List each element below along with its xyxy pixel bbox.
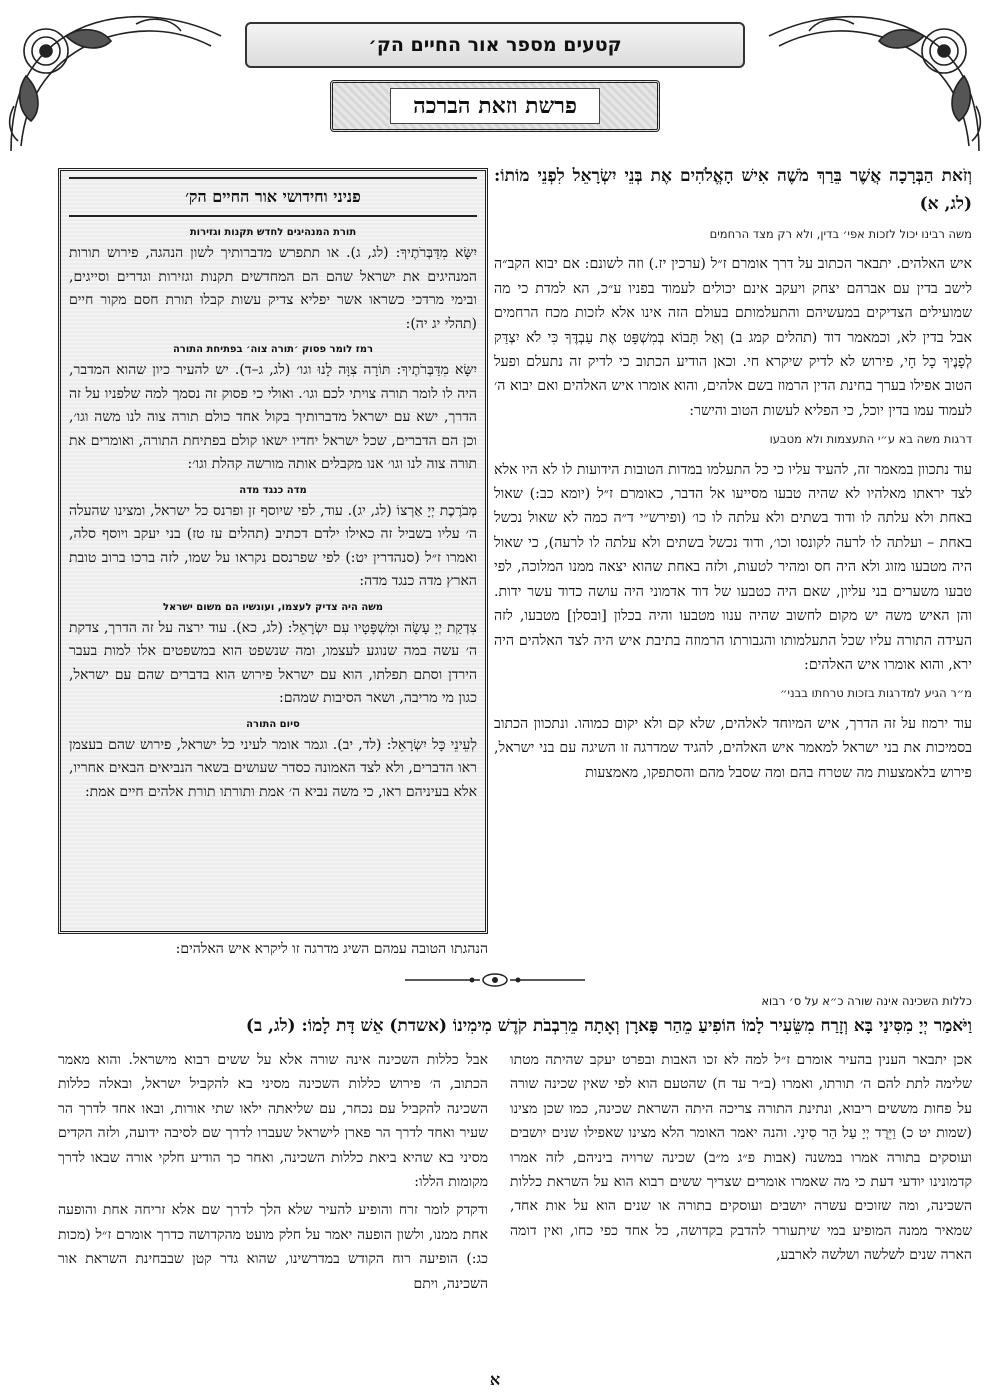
box-subheading: רמז לומר פסוק ׳תורה צוה׳ בפתיחת התורה bbox=[172, 344, 374, 355]
box-text: מְבֹרֶכֶת יְיָ אַרְצוֹ (לג, יג). עוד, לפי שיוסף זן ופרנס כל ישראל, ומצינו שהעלה ה׳ עליו בשביל זה כאילו ילדם דכתיב (תהלים עז טז) בני יעקב ויוסף סלה, ואמרו ז״ל (סנהדרין יט:) לפי שפרנסם נקראו על שמו, לזה ברכו ברוב טובת הארץ מדה כנגד מדה: bbox=[69, 502, 477, 589]
section-text: אכן יתבאר הענין בהעיר אומרם ז״ל למה לא זכו האבות ובפרט יעקב שהיתה מטתו שלימה לתת להם ה׳ תורתו, ואמרו (ב״ר עד ח) שהטעם הוא לפי שאין שכינה שורה על פחות מששים ריבוא, ונתינת התורה צריכה היתה השראת שכינה, כמו שכן מצינו (שמות יט כ) וַיֵּרֶד יְיָ עַל הַר סִינַי. והנה יאמר האומר הלא מצינו שאפילו שנים יושבים ועוסקים בתורה אמרו במשנה (אבות פ״ג מ״ב) שכינה שרויה ביניהם, לזה אמרו קדמונינו יודעי דעת כי מה שאמרו אומרים שצריך ששים רבוא הוא על השראת כללות השכינה, ומה שזוכים עשרה יושבים ועוסקים בתורה או שנים הוא על אות אחד, שמאיר ממנה המופיע במי שיתעורר להדבק בקדושה, כל אחד כפי כחו, ואין דומה הארה שנים לשלשה ושלשה לארבע, bbox=[510, 1052, 972, 1264]
box-text: צִדְקַת יְיָ עָשָׂה וּמִשְׁפָּטָיו עִם יִשְׂרָאֵל: (לג, כא). עוד ירצה על זה הדרך, צדקת ה׳ עשה במה שנוגע לעצמו, ומה שנשפט הוא במשפטים אלו למות בעבר הירדן וסתם תפלתו, הוא עם ישראל פירוש הוא בדברים שהם עם ישראל, כגון מי מריבה, ושאר הסיבות שמהם: bbox=[69, 619, 477, 706]
box-subheading: משה היה צדיק לעצמו, ועונשיו הם משום ישראל bbox=[162, 601, 384, 613]
box-text: לְעֵינֵי כָּל יִשְׂרָאֵל: (לד, יב). וגמר אומר לעיני כל ישראל, פירוש שהם בעצמן ראו הדברים, ולא לצד האמונה כסדר שעושים בשאר הנביאים הבאים אחריו, אלא בעיניהם ראו, כי משה נביא ה׳ אמת ותורתו תורת אלהים חיים אמת: bbox=[69, 736, 477, 800]
box-subheading: מדה כנגד מדה bbox=[239, 484, 307, 496]
corner-ornament-left bbox=[6, 6, 226, 156]
bottom-section-heading: כללות השכינה אינה שורה כ״א על ס׳ רבוא bbox=[761, 994, 972, 1008]
box-subheading: סיום התורה bbox=[246, 718, 300, 730]
continuation-line: הנהגתו הטובה עמהם השיג מדרגה זו ליקרא איש האלהים: bbox=[175, 941, 488, 957]
section-text: ודקדק לומר זרח והופיע להעיר שלא הלך לדרך שם אלא זריחה אחת והופעה אחת ממנו, ולשון הופעה יאמר על חלק מועט מהקדושה כדרך אומרם ז״ל (מכות כג:) הופיעה רוח הקודש במדרשינו, שהוא גדר קטן שבבחינת השראת אור השכינה, ויתם bbox=[58, 1202, 488, 1292]
main-verse: וְזֹאת הַבְּרָכָה אֲשֶׁר בֵּרַךְ מֹשֶׁה אִישׁ הָאֱלֹהִים אֶת בְּנֵי יִשְׂרָאֵל לִפְנֵי מוֹתוֹ: (לג, א) bbox=[494, 166, 972, 214]
section-heading: משה רבינו יכול לזכות אפי׳ בדין, ולא רק מצד הרחמים bbox=[709, 227, 972, 241]
section-text: איש האלהים. יתבאר הכתוב על דרך אומרם ז״ל (ערכין יז.) וזה לשונם: אם יבוא הקב״ה לישב בדין עם אברהם יצחק ויעקב אינם יכולים לעמוד בפניו ע״כ, הא למדת כי מה שמועילים הצדיקים במעשיהם והתעלמותם בעולם הזה אינו אלא לזכות מכח הרחמים אבל בדין לא, וכמאמר דוד (תהלים קמג ב) וְאַל תָּבוֹא בְמִשְׁפָּט אֶת עַבְדֶּךָ כִּי לֹא יִצְדַּק לְפָנֶיךָ כָל חָי, פירוש לא לדיק שיקרא חי. וכאן הודיע הכתוב כי לדיק זה נתעלם ופעל הטוב אפילו בערך בחינת הדין הרמוז בשם אלהים, והוא אומרו איש האלהים ואם יבוא ה׳ לעמוד עמו בדין יוכל, כי הפליא לעשות הטוב והישר: bbox=[494, 256, 972, 419]
section-heading: דרגות משה בא ע״י התעצמות ולא מטבעו bbox=[769, 432, 972, 447]
bottom-left-column bbox=[58, 1048, 488, 1296]
ornamental-divider bbox=[400, 972, 590, 988]
main-column bbox=[494, 162, 972, 785]
box-text: יִשָּׂא מִדַּבְּרֹתֶיךָ: תּוֹרָה צִוָּה לָנוּ וגו׳ (לג, ג–ד). יש להעיר כיון שהוא המדבר, היה לו לומר תורה צויתי לכם וגו׳. ואולי כי פסוק זה נסמך למה שלפניו על זה הדרך, ישא עם ישראל מדברותיך בקול אחד כולם תורה צוה לנו משה וגו׳, וכן הם הדברים, שכל ישראל יחדיו ישאו קולם בפתיחת התורה, ואומרים את תורה צוה לנו וגו׳ אנו מקבלים אותה מורשה קהלת וגו׳: bbox=[69, 362, 477, 472]
bottom-right-column bbox=[510, 1048, 972, 1268]
box-subheading: תורת המנהיגים לחדש תקנות וגזירות bbox=[189, 227, 357, 238]
section-heading: מ״ר הגיע למדרגות בזכות טרחתו בבני״ bbox=[779, 686, 972, 701]
bottom-verse: וַיֹּאמַר יְיָ מִסִּינַי בָּא וְזָרַח מִשֵּׂעִיר לָמוֹ הוֹפִיעַ מֵהַר פָּארָן וְאָתָה מֵרִבְבֹת קֹדֶשׁ מִימִינוֹ (אשדת) אֵשׁ דָּת לָמוֹ: (לג, ב) bbox=[245, 1016, 972, 1036]
page-number: א bbox=[489, 1370, 501, 1389]
pearls-box bbox=[58, 168, 488, 934]
section-text: עוד נתכוון במאמר זה, להעיד עליו כי כל התעלמו במדות הטובות הידועות לו לא היו אלא לצד יראתו מאלהיו לא שהיה טבעו מסייעו אל הדבר, כאומרם ז״ל (יומא כב:) שאול באחת ולא עלתה לו ודוד בשתים ולא עלתה לו כו׳ (ופירש״י ד״ה כמה לא שאול נכשל באחת – ועלתה לו לרעה לקונסו וכו׳, ודוד נכשל בשתים ולא עלתה לו לרעה), כי שאול היה מטבעו מזוג ולא היה חס ומהיר לטעות, ולזה באחת שהוא יצאה ממנו המלוכה, לפי טבעו משערים בני עליון, שאם היה כטבעו של דוד אדמוני היה עושה כדוד עשר ידות. והן האיש משה יש מקום לחשוב שהיה ענוו מטבעו והיה בכלון [ובסלן] מטבעו, לזה העידה התורה עליו שכל התעלמותו והגבורתו הרמוזה בתיבת איש היה לצד האלהים היה ירא, והוא אומרו איש האלהים: bbox=[494, 461, 972, 673]
book-title-banner bbox=[245, 22, 745, 68]
box-text: יִשָּׂא מִדַּבְּרֹתֶיךָ: (לג, ג). או תתפרש מדברותיך לשון הנהגה, פירוש תורות המנהיגים את ישראל שהם הם המחדשים תקנות וגזירות וגדרים וסייגים, ובימי מרדכי כשראו אשר יפליא צדיק עשות קבלו תורת חסם מקור חיים (תהלי יג יה): bbox=[69, 245, 477, 332]
box-title: פניני וחידושי אור החיים הק׳ bbox=[69, 177, 477, 217]
corner-ornament-right bbox=[764, 6, 984, 156]
book-title: קטעים מספר אור החיים הק׳ bbox=[368, 34, 622, 56]
parasha-banner bbox=[330, 80, 660, 132]
section-text: אבל כללות השכינה אינה שורה אלא על ששים רבוא מישראל. והוא מאמר הכתוב, ה׳ פירוש כללות השכינה מסיני בא להקביל ישראל, ובאלה כללות השכינה להקביל עם נכחר, עם שליאתה ילאו שתי אורות, ובאו אחד לדרך הר שעיר ואחד לדרך הר פארן לישראל שעברו לדרך שם לסיבה ידועה, ולזה הקדים מסיני בא שהיא ביאת כללות השכינה, ואחר כך הודיע חלקי אורה שבאו לדרך מקומות הללו: bbox=[58, 1052, 488, 1191]
section-text: עוד ירמוז על זה הדרך, איש המיוחד לאלהים, שלא קם ולא יקום כמוהו. ונתכוון הכתוב בסמיכות את בני ישראל למאמר איש האלהים, להגיד שמדרגה זו השיגה עם בני ישראל, פירוש בלאמצעות מה שטרח בהם ומה שסבל מהם והסתפקו, מאמצעות bbox=[494, 715, 972, 781]
parasha-title: פרשת וזאת הברכה bbox=[390, 88, 600, 124]
